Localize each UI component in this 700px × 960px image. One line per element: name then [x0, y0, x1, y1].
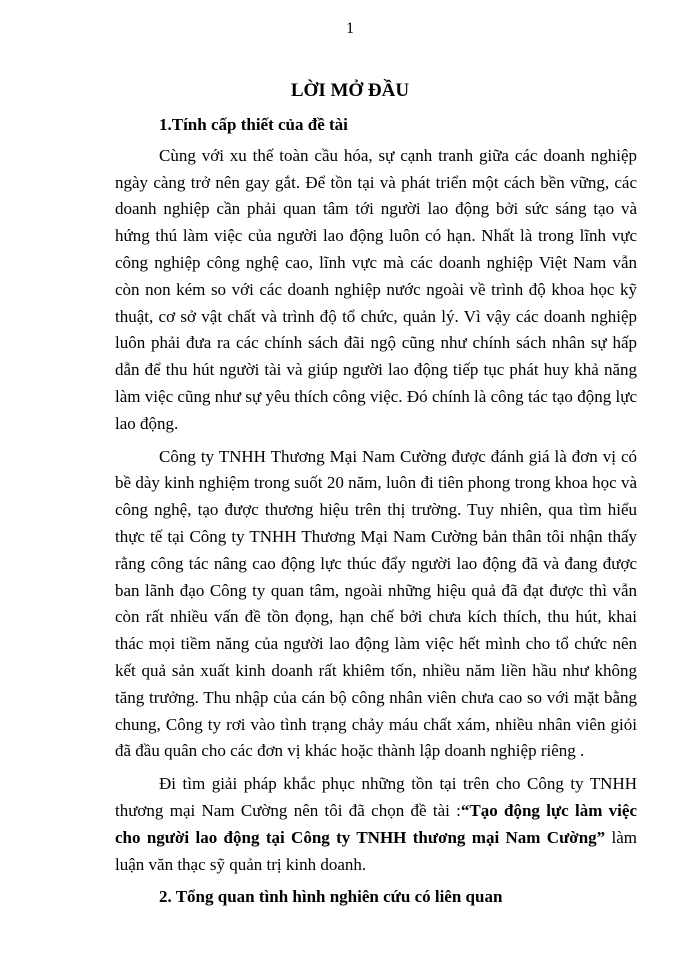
section-1-heading: 1.Tính cấp thiết của đề tài: [159, 115, 348, 134]
page-number: 1: [346, 20, 354, 37]
document-body: [115, 112, 637, 911]
paragraph-3-end: làm luận văn thạc sỹ quản trị kinh doanh.: [115, 827, 637, 874]
section-2-heading: 2. Tổng quan tình hình nghiên cứu có liên quan: [159, 887, 503, 907]
paragraph-1: Cùng với xu thế toàn cầu hóa, sự cạnh tranh giữa các doanh nghiệp ngày càng trở nên gay gắt. Để tồn tại và phát triển một cách bền vững, các doanh nghiệp cần phải quan tâm tới người lao động bởi sức sáng tạo và hứng thú làm việc của người lao động luôn có hạn. Nhất là trong lĩnh vực công nghiệp công nghệ cao, lĩnh vực mà các doanh nghiệp Việt Nam vẫn còn non kém so với các doanh nghiệp nước ngoài về trình độ khoa học kỹ thuật, cơ sở vật chất và trình độ tổ chức, quản lý. Vì vậy các doanh nghiệp luôn phải đưa ra các chính sách đãi ngộ cũng như chính sách nhân sự hấp dẫn để thu hút người tài và giúp người lao động tiếp tục phát huy khả năng làm việc cũng như sự yêu thích công việc. Đó chính là công tác tạo động lực lao động.: [115, 145, 637, 433]
document-title: LỜI MỞ ĐẦU: [290, 80, 410, 101]
paragraph-3: [115, 771, 637, 878]
paragraph-2: Công ty TNHH Thương Mại Nam Cường được đánh giá là đơn vị có bề dày kinh nghiệm trong suốt 20 năm, luôn đi tiên phong trong khoa học và công nghệ, tạo được thương hiệu trên thị trường. Tuy nhiên, qua tìm hiểu thực tế tại Công ty TNHH Thương Mại Nam Cường bản thân tôi nhận thấy rằng công tác nâng cao động lực thúc đẩy người lao động đã và đang được ban lãnh đạo Công ty quan tâm, ngoài những hiệu quả đã đạt được thì vẫn còn rất nhiều vấn đề tồn đọng, hạn chế bởi chưa kích thích, thu hút, khai thác mọi tiềm năng của người lao động làm việc hết mình cho tổ chức nên kết quả sản xuất kinh doanh rất khiêm tốn, nhiều năm liền hầu như không tăng trưởng. Thu nhập của cán bộ công nhân viên chưa cao so với mặt bằng chung, Công ty rơi vào tình trạng chảy máu chất xám, nhiều nhân viên giỏi đã đầu quân cho các đơn vị khác hoặc thành lập doanh nghiệp riêng .: [115, 446, 637, 761]
thesis-topic: “Tạo động lực làm việc cho người lao động tại Công ty TNHH thương mại Nam Cường”: [115, 800, 637, 847]
paragraph-3-intro: Đi tìm giải pháp khắc phục những tồn tại trên cho Công ty TNHH thương mại Nam Cường nên tôi đã chọn đề tài :: [115, 774, 637, 820]
